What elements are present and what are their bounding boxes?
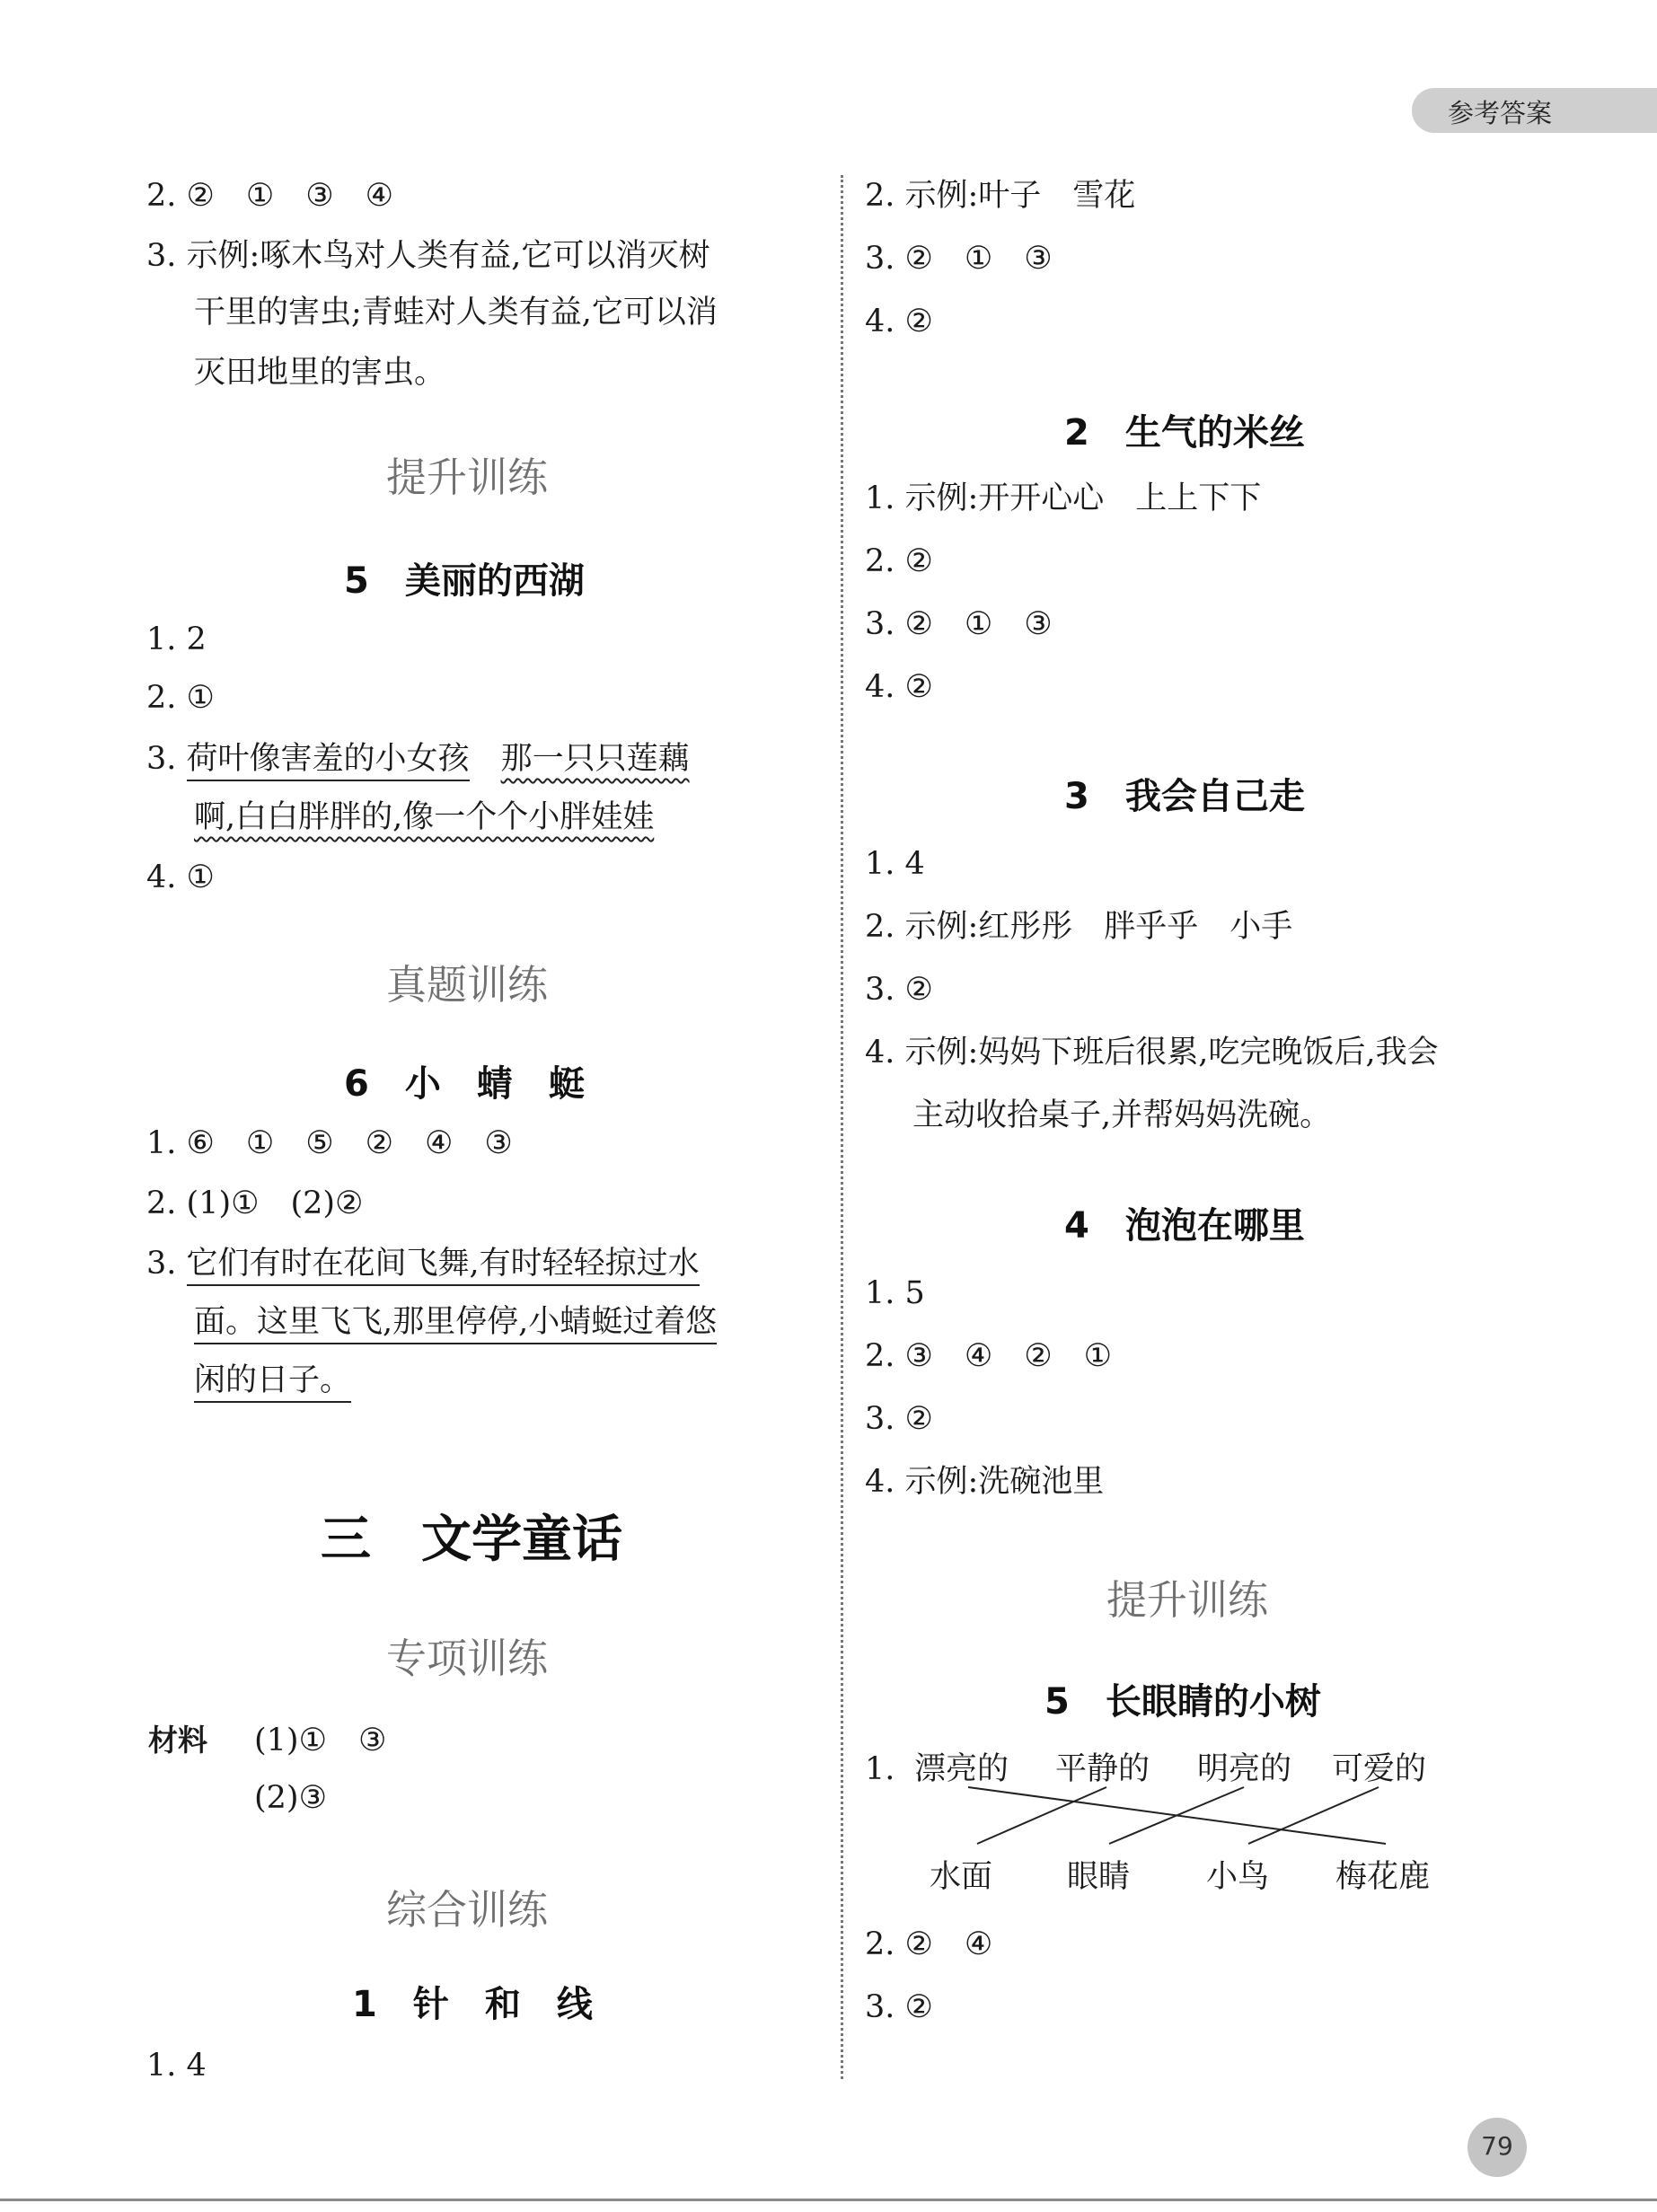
match-line-3	[1109, 1787, 1244, 1844]
match-line-2	[977, 1787, 1106, 1844]
lesson-5-answer-4: 4. ①	[146, 859, 215, 895]
unit-title: 三 文学童话	[321, 1511, 622, 1569]
answer-key-tab	[1412, 88, 1657, 133]
lesson-5-answer-1: 1. 2	[146, 621, 207, 657]
lesson-1-title: 1 针 和 线	[352, 1984, 593, 2025]
lesson-5-answer-3	[146, 741, 690, 777]
material-label: 材料	[148, 1723, 207, 1758]
underlined-sentence-1: 荷叶像害羞的小女孩	[187, 741, 470, 781]
lesson-3-answer-2: 2. 示例:红彤彤 胖乎乎 小手	[865, 909, 1293, 945]
match-line-4	[1248, 1787, 1379, 1844]
lesson-4-answer-3: 3. ②	[865, 1401, 933, 1437]
column-divider	[841, 175, 843, 2079]
lesson-2-title: 2 生气的米丝	[1064, 412, 1305, 454]
answer-key-tab-label: 参考答案	[1448, 98, 1553, 128]
lesson-3-answer-4-line-2: 主动收拾桌子,并帮妈妈洗碗。	[912, 1097, 1332, 1133]
lesson-2-answer-1: 1. 示例:开开心心 上上下下	[865, 480, 1262, 516]
lesson-5-right-answer-3: 3. ②	[865, 1989, 933, 2025]
lesson-5-answer-3-line-2	[194, 799, 654, 835]
lesson-5-title: 5 美丽的西湖	[344, 560, 585, 602]
section-heading-zhenti: 真题训练	[386, 961, 549, 1009]
lesson-3-title: 3 我会自己走	[1064, 776, 1305, 817]
lesson-6-answer-3	[146, 1246, 700, 1282]
matching-answer-number: 1.	[865, 1751, 895, 1787]
lesson-4-answer-4: 4. 示例:洗碗池里	[865, 1464, 1105, 1500]
section-heading-tisheng: 提升训练	[386, 454, 549, 501]
match-top-word-2: 平静的	[1055, 1751, 1150, 1787]
material-answer-2: (2)③	[254, 1780, 327, 1816]
right-answer-3: 3. ② ① ③	[865, 241, 1053, 277]
matching-lines	[907, 1783, 1410, 1855]
lesson-5-right-title: 5 长眼睛的小树	[1044, 1681, 1321, 1723]
match-bottom-word-2: 眼睛	[1067, 1859, 1131, 1895]
right-answer-4: 4. ②	[865, 304, 933, 339]
match-top-word-4: 可爱的	[1332, 1751, 1427, 1787]
match-top-word-1: 漂亮的	[914, 1751, 1009, 1787]
answer-number: 3.	[146, 741, 187, 777]
underlined-line-3: 闲的日子。	[194, 1362, 351, 1403]
answer-3-line-2: 干里的害虫;青蛙对人类有益,它可以消	[194, 295, 718, 330]
bottom-rule	[0, 2199, 1657, 2201]
page-number: 79	[1481, 2131, 1513, 2161]
lesson-6-answer-3-line-2	[194, 1304, 717, 1340]
wavy-underlined-sentence-part-1: 那一只只莲藕	[500, 741, 690, 777]
lesson-6-answer-1: 1. ⑥ ① ⑤ ② ④ ③	[146, 1125, 513, 1161]
page-number-badge	[1468, 2118, 1527, 2177]
wavy-underlined-sentence-part-2: 啊,白白胖胖的,像一个个小胖娃娃	[194, 799, 655, 835]
lesson-6-answer-3-line-3	[194, 1362, 351, 1398]
lesson-3-answer-4-line-1: 4. 示例:妈妈下班后很累,吃完晚饭后,我会	[865, 1035, 1439, 1071]
lesson-4-title: 4 泡泡在哪里	[1064, 1205, 1305, 1247]
lesson-6-title: 6 小 蜻 蜓	[344, 1063, 585, 1105]
lesson-5-right-answer-2: 2. ② ④	[865, 1926, 993, 1962]
lesson-6-answer-2: 2. (1)① (2)②	[146, 1185, 364, 1221]
right-section-heading-tisheng: 提升训练	[1106, 1576, 1269, 1624]
match-bottom-word-1: 水面	[930, 1859, 993, 1895]
lesson-3-answer-1: 1. 4	[865, 846, 925, 882]
lesson-1-answer-1: 1. 4	[146, 2048, 207, 2084]
material-answer-1: (1)① ③	[254, 1723, 387, 1758]
answer-3-line-3: 灭田地里的害虫。	[194, 355, 446, 391]
answer-3-line-1: 3. 示例:啄木鸟对人类有益,它可以消灭树	[146, 238, 710, 274]
lesson-2-answer-3: 3. ② ① ③	[865, 606, 1053, 642]
right-answer-2: 2. 示例:叶子 雪花	[865, 178, 1136, 214]
match-top-word-3: 明亮的	[1197, 1751, 1292, 1787]
lesson-3-answer-3: 3. ②	[865, 972, 933, 1008]
match-bottom-word-3: 小鸟	[1206, 1859, 1270, 1895]
section-heading-zhuanxiang: 专项训练	[386, 1635, 549, 1682]
underlined-line-1: 它们有时在花间飞舞,有时轻轻掠过水	[187, 1246, 700, 1286]
lesson-5-answer-2: 2. ①	[146, 680, 215, 716]
lesson-4-answer-2: 2. ③ ④ ② ①	[865, 1338, 1113, 1374]
underlined-line-2: 面。这里飞飞,那里停停,小蜻蜓过着悠	[194, 1304, 717, 1344]
match-bottom-word-4: 梅花鹿	[1335, 1859, 1431, 1895]
lesson-4-answer-1: 1. 5	[865, 1275, 925, 1311]
answer-2: 2. ② ① ③ ④	[146, 178, 394, 214]
lesson-2-answer-2: 2. ②	[865, 543, 933, 579]
section-heading-zonghe: 综合训练	[386, 1886, 549, 1934]
answer-number: 3.	[146, 1246, 187, 1282]
lesson-2-answer-4: 4. ②	[865, 669, 933, 705]
